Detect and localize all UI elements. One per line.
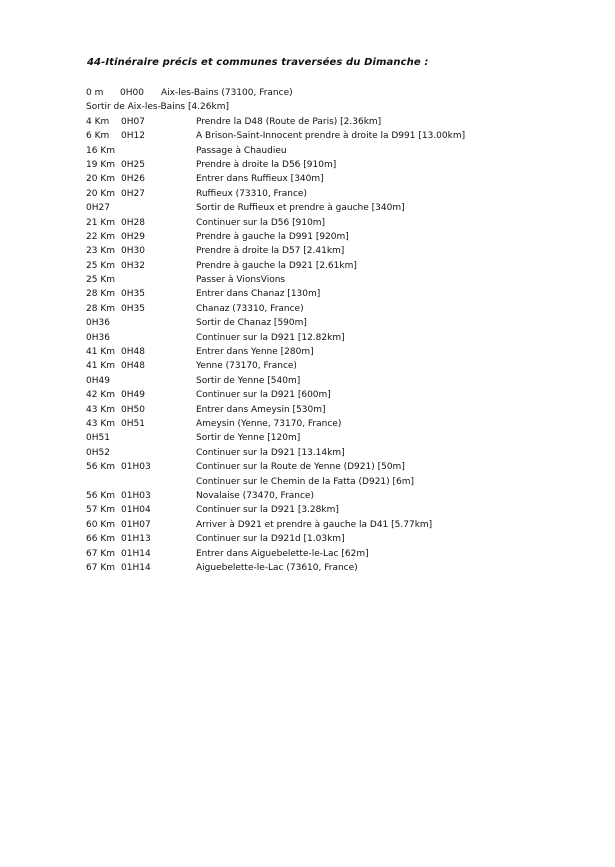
itinerary-row — [86, 489, 606, 503]
row-distance: 19 Km — [86, 159, 115, 170]
row-time: 0H26 — [121, 174, 145, 185]
itinerary-row — [86, 374, 606, 388]
row-instruction: Entrer dans Ruffieux [340m] — [196, 174, 324, 185]
row-instruction: Arriver à D921 et prendre à gauche la D41 [5.77km] — [196, 519, 433, 530]
row-instruction: Sortir de Ruffieux et prendre à gauche [340m] — [196, 203, 405, 214]
row-time: 0H29 — [121, 231, 145, 242]
start-distance: 0 m — [86, 88, 104, 98]
row-distance: 0H36 — [86, 332, 110, 343]
row-time: 0H27 — [121, 188, 145, 199]
row-distance: 67 Km — [86, 562, 115, 573]
row-time: 0H25 — [121, 159, 145, 170]
row-instruction: Prendre à gauche la D921 [2.61km] — [196, 260, 357, 271]
itinerary-row — [86, 431, 606, 445]
itinerary-row — [86, 403, 606, 417]
itinerary-row — [86, 547, 606, 561]
row-instruction: Continuer sur la D921d [1.03km] — [196, 534, 345, 545]
row-distance: 0H49 — [86, 375, 110, 386]
row-time: 0H35 — [121, 303, 145, 314]
row-distance: 20 Km — [86, 188, 115, 199]
row-distance: 0H51 — [86, 433, 110, 444]
row-time: 01H14 — [121, 562, 151, 573]
row-instruction: Aiguebelette-le-Lac (73610, France) — [196, 562, 358, 573]
itinerary-row — [86, 316, 606, 330]
row-distance: 16 Km — [86, 145, 115, 156]
row-instruction: Sortir de Yenne [120m] — [196, 433, 301, 444]
row-distance: 57 Km — [86, 505, 115, 516]
row-distance: 0H52 — [86, 447, 110, 458]
row-instruction: Continuer sur le Chemin de la Fatta (D921) [6m] — [196, 476, 415, 487]
row-instruction: Ameysin (Yenne, 73170, France) — [196, 418, 342, 429]
row-distance: 4 Km — [86, 116, 110, 127]
row-instruction: Passage à Chaudieu — [196, 145, 287, 156]
row-instruction: Entrer dans Chanaz [130m] — [196, 289, 321, 300]
row-distance: 43 Km — [86, 404, 115, 415]
itinerary-row — [86, 287, 606, 301]
itinerary-row — [86, 216, 606, 230]
row-time: 0H50 — [121, 404, 145, 415]
itinerary-row — [86, 503, 606, 517]
row-distance: 41 Km — [86, 361, 115, 372]
start-time: 0H00 — [120, 88, 144, 98]
row-instruction: Entrer dans Aiguebelette-le-Lac [62m] — [196, 548, 369, 559]
row-time: 0H32 — [121, 260, 145, 271]
row-distance: 42 Km — [86, 390, 115, 401]
itinerary-row — [86, 446, 606, 460]
row-distance: 21 Km — [86, 217, 115, 228]
row-instruction: Sortir de Chanaz [590m] — [196, 318, 307, 329]
itinerary-row — [86, 302, 606, 316]
row-distance: 25 Km — [86, 260, 115, 271]
itinerary-row — [86, 172, 606, 186]
section-title: 44-Itinéraire précis et communes traversées du Dimanche : — [87, 57, 429, 68]
itinerary-row — [86, 417, 606, 431]
row-time: 01H14 — [121, 548, 151, 559]
row-instruction: Ruffieux (73310, France) — [196, 188, 307, 199]
row-time: 01H07 — [121, 519, 151, 530]
row-instruction: Prendre à droite la D56 [910m] — [196, 159, 337, 170]
itinerary-row — [86, 345, 606, 359]
itinerary-row — [86, 115, 606, 129]
exit-instruction: Sortir de Aix-les-Bains [4.26km] — [86, 102, 229, 113]
row-time: 0H07 — [121, 116, 145, 127]
row-time: 01H03 — [121, 462, 151, 473]
row-distance: 43 Km — [86, 418, 115, 429]
row-time: 0H28 — [121, 217, 145, 228]
row-distance: 67 Km — [86, 548, 115, 559]
row-instruction: Passer à VionsVions — [196, 275, 286, 286]
row-time: 0H12 — [121, 131, 145, 142]
row-instruction: Continuer sur la D921 [13.14km] — [196, 447, 345, 458]
itinerary-row — [86, 388, 606, 402]
itinerary-rows — [86, 115, 606, 576]
itinerary-row — [86, 158, 606, 172]
row-instruction: Chanaz (73310, France) — [196, 303, 304, 314]
row-distance: 22 Km — [86, 231, 115, 242]
row-instruction: Continuer sur la D56 [910m] — [196, 217, 326, 228]
itinerary-row — [86, 201, 606, 215]
row-time: 01H04 — [121, 505, 151, 516]
itinerary-row — [86, 144, 606, 158]
row-instruction: A Brison-Saint-Innocent prendre à droite la D991 [13.00km] — [196, 131, 466, 142]
row-instruction: Sortir de Yenne [540m] — [196, 375, 301, 386]
row-time: 0H30 — [121, 246, 145, 257]
itinerary-start-row — [86, 86, 606, 100]
itinerary-row — [86, 359, 606, 373]
row-distance: 23 Km — [86, 246, 115, 257]
itinerary-row — [86, 475, 606, 489]
row-time: 01H13 — [121, 534, 151, 545]
itinerary-row — [86, 331, 606, 345]
row-time: 0H49 — [121, 390, 145, 401]
start-location: Aix-les-Bains (73100, France) — [161, 88, 293, 98]
row-instruction: Prendre à gauche la D991 [920m] — [196, 231, 349, 242]
row-time: 0H51 — [121, 418, 145, 429]
row-distance: 0H36 — [86, 318, 110, 329]
row-distance: 56 Km — [86, 462, 115, 473]
itinerary-row — [86, 230, 606, 244]
itinerary-list — [86, 86, 606, 575]
itinerary-row — [86, 259, 606, 273]
itinerary-row — [86, 518, 606, 532]
row-instruction: Continuer sur la D921 [12.82km] — [196, 332, 345, 343]
row-distance: 41 Km — [86, 347, 115, 358]
row-distance: 60 Km — [86, 519, 115, 530]
row-instruction: Entrer dans Ameysin [530m] — [196, 404, 326, 415]
itinerary-row — [86, 460, 606, 474]
row-time: 01H03 — [121, 490, 151, 501]
row-instruction: Continuer sur la D921 [3.28km] — [196, 505, 339, 516]
row-instruction: Entrer dans Yenne [280m] — [196, 347, 314, 358]
row-distance: 20 Km — [86, 174, 115, 185]
row-time: 0H48 — [121, 361, 145, 372]
row-distance: 66 Km — [86, 534, 115, 545]
row-instruction: Novalaise (73470, France) — [196, 490, 314, 501]
row-instruction: Continuer sur la D921 [600m] — [196, 390, 331, 401]
row-time: 0H35 — [121, 289, 145, 300]
row-distance: 0H27 — [86, 203, 110, 214]
itinerary-row — [86, 187, 606, 201]
row-instruction: Prendre à droite la D57 [2.41km] — [196, 246, 345, 257]
row-distance: 28 Km — [86, 303, 115, 314]
row-instruction: Prendre la D48 (Route de Paris) [2.36km] — [196, 116, 382, 127]
row-instruction: Continuer sur la Route de Yenne (D921) [50m] — [196, 462, 405, 473]
itinerary-row — [86, 532, 606, 546]
row-distance: 28 Km — [86, 289, 115, 300]
itinerary-row — [86, 273, 606, 287]
row-distance: 56 Km — [86, 490, 115, 501]
row-distance: 6 Km — [86, 131, 110, 142]
itinerary-row — [86, 561, 606, 575]
row-distance: 25 Km — [86, 275, 115, 286]
row-instruction: Yenne (73170, France) — [196, 361, 297, 372]
itinerary-row — [86, 244, 606, 258]
row-time: 0H48 — [121, 347, 145, 358]
itinerary-exit-row — [86, 100, 606, 114]
itinerary-row — [86, 129, 606, 143]
